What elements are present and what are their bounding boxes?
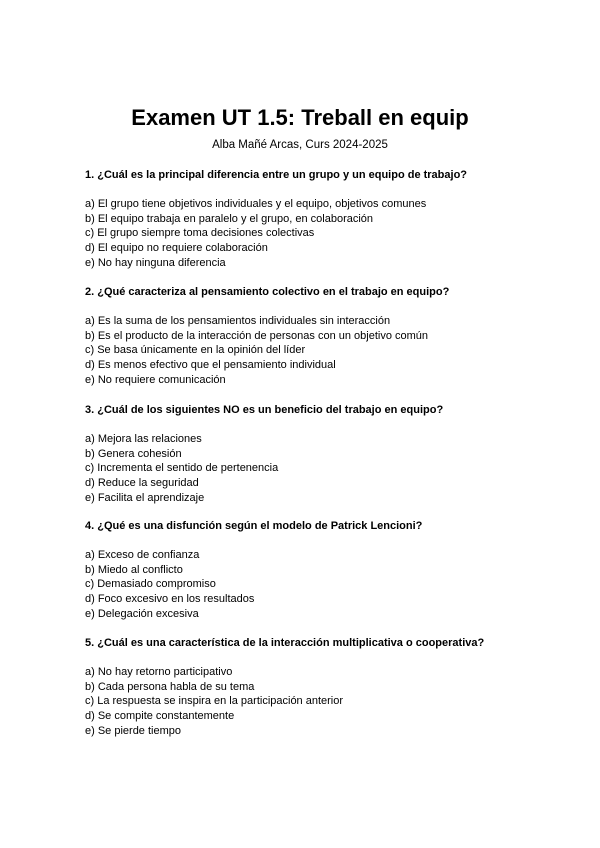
option-d: d) Reduce la seguridad <box>85 477 199 490</box>
option-c: c) La respuesta se inspira en la participación anterior <box>85 695 344 708</box>
option-b: b) Es el producto de la interacción de personas con un objetivo común <box>85 329 429 342</box>
question-4 <box>85 519 525 622</box>
option-c: c) Se basa únicamente en la opinión del líder <box>85 344 306 357</box>
question-text: 2. ¿Qué caracteriza al pensamiento colectivo en el trabajo en equipo? <box>85 286 450 298</box>
question-5 <box>85 636 525 739</box>
option-a: a) Mejora las relaciones <box>85 433 202 445</box>
question-3 <box>85 403 525 506</box>
options-list <box>85 197 525 271</box>
question-2 <box>85 285 525 388</box>
option-e: e) Facilita el aprendizaje <box>85 491 205 504</box>
option-a: a) No hay retorno participativo <box>85 666 233 678</box>
option-e: e) Delegación excesiva <box>85 607 199 620</box>
option-b: b) Genera cohesión <box>85 447 182 460</box>
option-a: a) El grupo tiene objetivos individuales y el equipo, objetivos comunes <box>85 198 427 210</box>
question-text: 3. ¿Cuál de los siguientes NO es un beneficio del trabajo en equipo? <box>85 404 444 416</box>
option-d: d) Se compite constantemente <box>85 710 235 723</box>
options-list <box>85 665 525 739</box>
option-d: d) Foco excesivo en los resultados <box>85 593 255 606</box>
option-e: e) Se pierde tiempo <box>85 724 181 737</box>
options-list <box>85 548 525 622</box>
option-c: c) Incrementa el sentido de pertenencia <box>85 462 279 475</box>
option-d: d) El equipo no requiere colaboración <box>85 242 268 255</box>
option-a: a) Es la suma de los pensamientos individuales sin interacción <box>85 315 391 327</box>
question-text: 1. ¿Cuál es la principal diferencia entre un grupo y un equipo de trabajo? <box>85 169 468 181</box>
option-c: c) El grupo siempre toma decisiones colectivas <box>85 227 315 240</box>
options-list <box>85 432 525 506</box>
question-text: 5. ¿Cuál es una característica de la interacción multiplicativa o cooperativa? <box>85 637 485 649</box>
options-list <box>85 314 525 388</box>
option-b: b) Miedo al conflicto <box>85 563 183 576</box>
option-d: d) Es menos efectivo que el pensamiento individual <box>85 359 336 372</box>
question-text: 4. ¿Qué es una disfunción según el modelo de Patrick Lencioni? <box>85 520 423 532</box>
option-a: a) Exceso de confianza <box>85 549 200 561</box>
option-e: e) No requiere comunicación <box>85 373 226 386</box>
option-b: b) Cada persona habla de su tema <box>85 680 255 693</box>
exam-subtitle: Alba Mañé Arcas, Curs 2024-2025 <box>212 139 388 151</box>
option-c: c) Demasiado compromiso <box>85 578 216 591</box>
option-b: b) El equipo trabaja en paralelo y el grupo, en colaboración <box>85 212 374 225</box>
option-e: e) No hay ninguna diferencia <box>85 256 226 269</box>
exam-title: Examen UT 1.5: Treball en equip <box>131 105 469 130</box>
question-1 <box>85 168 525 271</box>
